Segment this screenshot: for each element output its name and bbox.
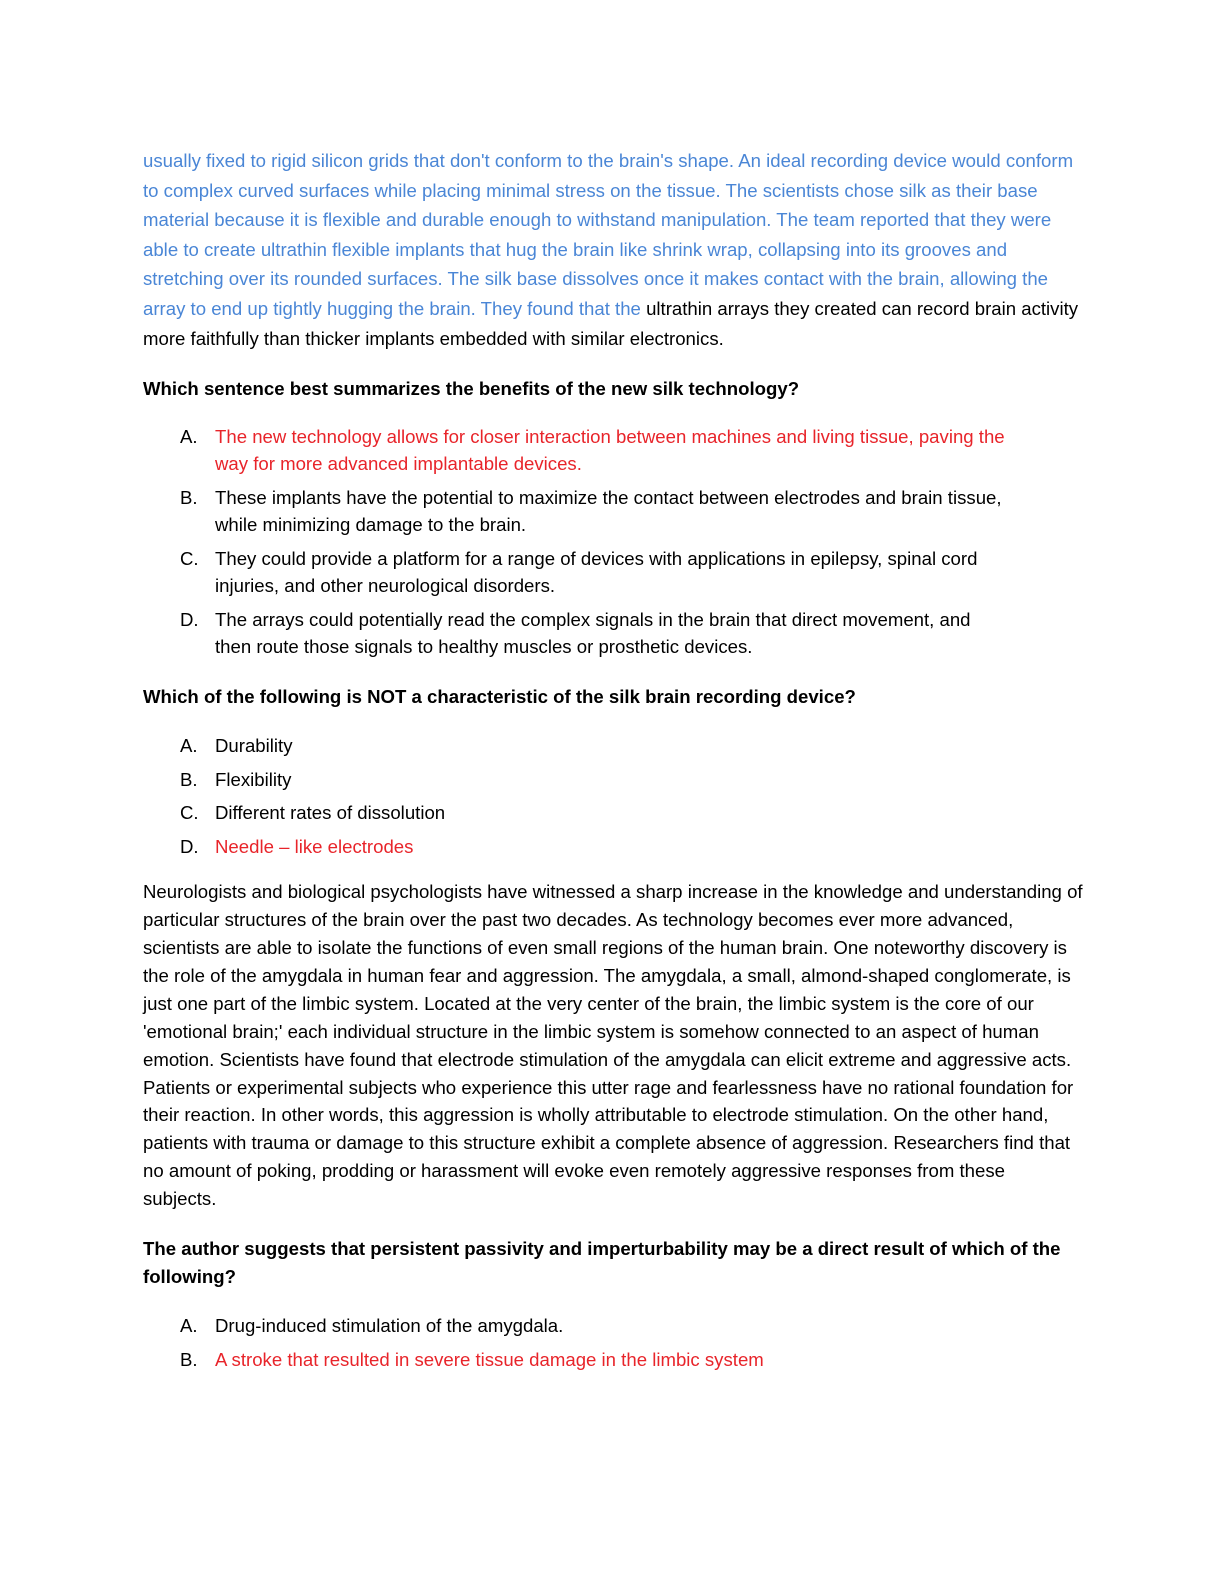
option-text: Drug-induced stimulation of the amygdala. xyxy=(215,1315,564,1337)
question-1-option-c xyxy=(143,545,1005,600)
passage-2: Neurologists and biological psychologists have witnessed a sharp increase in the knowledge and understanding of particular structures of the brain over the past two decades. As technology becomes ever more advanced, scientists are able to isolate the functions of even small regions of the human brain. One noteworthy discovery is the role of the amygdala in human fear and aggression. The amygdala, a small, almond-shaped conglomerate, is just one part of the limbic system. Located at the very center of the brain, the limbic system is the core of our 'emotional brain;' each individual structure in the limbic system is somehow connected to an aspect of human emotion. Scientists have found that electrode stimulation of the amygdala can elicit extreme and aggressive acts. Patients or experimental subjects who experience this utter rage and fearlessness have no rational foundation for their reaction. In other words, this aggression is wholly attributable to electrode stimulation. On the other hand, patients with trauma or damage to this structure exhibit a complete absence of aggression. Researchers find that no amount of poking, prodding or harassment will evoke even remotely aggressive responses from these subjects. xyxy=(143,881,1083,1210)
question-2-option-b xyxy=(143,766,1005,794)
passage-1 xyxy=(143,146,1083,353)
question-2: Which of the following is NOT a characteristic of the silk brain recording device? xyxy=(143,685,856,707)
passage-1-highlighted-text: usually fixed to rigid silicon grids that don't conform to the brain's shape. An ideal recording device would conform to complex curved surfaces while placing minimal stress on the tissue. The scientists chose silk as their base material because it is flexible and durable enough to withstand manipulation. The team reported that they were able to create ultrathin flexible implants that hug the brain like shrink wrap, collapsing into its grooves and stretching over its rounded surfaces. The silk base dissolves once it makes contact with the brain, allowing the array to end up tightly hugging the brain. They found that the xyxy=(143,150,1074,319)
document-page xyxy=(143,146,1083,1373)
question-2-option-d xyxy=(143,833,1005,861)
option-letter: A. xyxy=(180,735,198,757)
question-3-options xyxy=(143,1312,1083,1373)
option-text: A stroke that resulted in severe tissue damage in the limbic system xyxy=(215,1348,764,1370)
option-letter: D. xyxy=(180,835,199,857)
option-text: The arrays could potentially read the complex signals in the brain that direct movement, and then route those signals to healthy muscles or prosthetic devices. xyxy=(215,608,971,658)
option-letter: C. xyxy=(180,802,199,824)
option-letter: D. xyxy=(180,608,199,630)
question-1-option-a xyxy=(143,423,1005,478)
option-letter: B. xyxy=(180,1348,198,1370)
option-text: These implants have the potential to maximize the contact between electrodes and brain tissue, while minimizing damage to the brain. xyxy=(215,486,1002,536)
question-3-option-b xyxy=(143,1346,1005,1374)
option-text: The new technology allows for closer interaction between machines and living tissue, paving the way for more advanced implantable devices. xyxy=(215,425,1005,475)
option-text: Durability xyxy=(215,735,293,757)
question-3: The author suggests that persistent passivity and imperturbability may be a direct result of which of the following? xyxy=(143,1238,1061,1287)
question-2-option-a xyxy=(143,732,1005,760)
question-2-options xyxy=(143,732,1083,860)
question-1-option-d xyxy=(143,606,1005,661)
question-1-option-b xyxy=(143,484,1005,539)
option-text: Needle – like electrodes xyxy=(215,835,414,857)
passage-1-text: ultrathin arrays they created can record brain activity more faithfully than thicker implants embedded with similar electronics. xyxy=(143,297,1079,349)
option-text: Flexibility xyxy=(215,768,292,790)
option-letter: C. xyxy=(180,547,199,569)
option-letter: B. xyxy=(180,768,198,790)
question-2-option-c xyxy=(143,799,1005,827)
option-text: Different rates of dissolution xyxy=(215,802,446,824)
option-text: They could provide a platform for a range of devices with applications in epilepsy, spinal cord injuries, and other neurological disorders. xyxy=(215,547,978,597)
question-1-options xyxy=(143,423,1083,661)
question-1: Which sentence best summarizes the benefits of the new silk technology? xyxy=(143,378,800,400)
question-3-option-a xyxy=(143,1312,1005,1340)
option-letter: B. xyxy=(180,486,198,508)
option-letter: A. xyxy=(180,425,198,447)
option-letter: A. xyxy=(180,1315,198,1337)
